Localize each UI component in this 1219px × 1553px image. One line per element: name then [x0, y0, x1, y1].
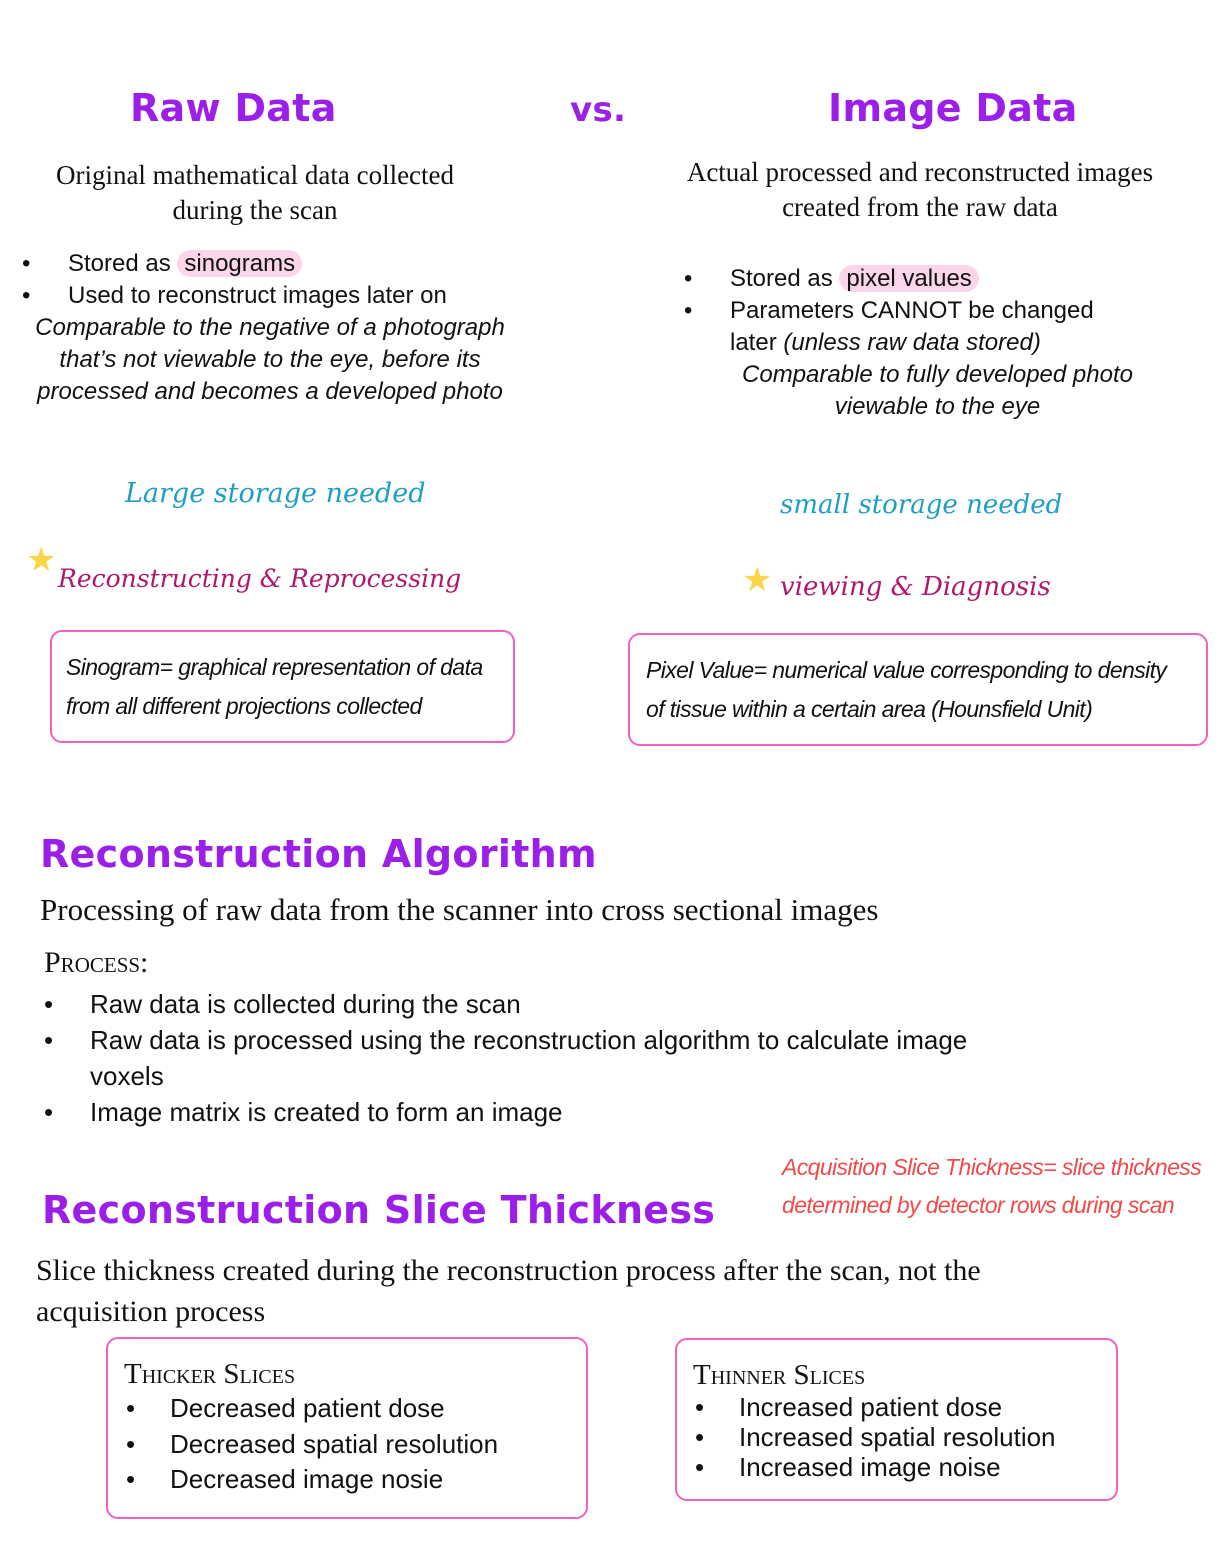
bullet-icon: •	[126, 1393, 136, 1423]
thicker-slices-list	[124, 1391, 570, 1498]
thinner-slices-title: Thinner Slices	[693, 1359, 866, 1391]
image-data-heading: Image Data	[828, 86, 1078, 130]
pixel-value-definition-box	[628, 633, 1208, 746]
sinogram-definition-box	[50, 630, 515, 743]
thicker-slices-box	[106, 1337, 588, 1519]
reconstruction-algorithm-subtitle: Processing of raw data from the scanner into cross sectional images	[40, 892, 879, 927]
image-bullet-pixel	[680, 263, 1200, 295]
slice-thickness-description	[36, 1250, 1196, 1332]
acquisition-slice-note	[782, 1148, 1201, 1224]
vs-label: vs.	[570, 90, 627, 130]
process-step: • Raw data is processed using the reconstruction algorithm to calculate image voxels	[40, 1022, 1180, 1094]
raw-use-label: Reconstructing & Reprocessing	[58, 564, 462, 593]
star-icon: ★	[742, 561, 773, 599]
raw-desc-line2: during the scan	[172, 195, 338, 225]
raw-bullet1-text: Stored as	[68, 250, 171, 277]
sinogram-def-line2: from all different projections collected	[66, 693, 422, 719]
bullet-icon: •	[684, 297, 693, 324]
sinogram-def-line1: Sinogram= graphical representation of data	[66, 654, 483, 680]
bullet-icon: •	[695, 1452, 705, 1482]
slice-desc-line1: Slice thickness created during the reconstruction process after the scan, not the	[36, 1254, 981, 1287]
pixel-def-line1: Pixel Value= numerical value corresponding to density	[646, 657, 1167, 683]
image-data-bullets	[680, 263, 1200, 423]
slice-thickness-heading: Reconstruction Slice Thickness	[42, 1188, 716, 1232]
image-storage-note: small storage needed	[780, 490, 1063, 520]
thinner-slices-list	[693, 1392, 1100, 1482]
bullet-icon: •	[44, 1025, 54, 1055]
raw-data-bullets	[20, 248, 540, 408]
raw-desc-line1: Original mathematical data collected	[55, 160, 455, 190]
raw-data-description	[20, 158, 490, 228]
bullet-icon: •	[44, 1097, 54, 1127]
image-data-description	[660, 155, 1180, 225]
reconstruction-algorithm-heading: Reconstruction Algorithm	[40, 832, 597, 876]
image-analogy-line1: Comparable to fully developed photo	[742, 361, 1133, 388]
raw-storage-note: Large storage needed	[125, 478, 426, 509]
image-desc-line2: created from the raw data	[782, 192, 1058, 222]
slice-desc-line2: acquisition process	[36, 1295, 266, 1328]
pixel-values-highlight: pixel values	[839, 265, 978, 292]
raw-data-heading: Raw Data	[130, 86, 337, 130]
star-icon: ★	[26, 541, 57, 579]
image-bullet1-text: Stored as	[730, 265, 833, 292]
list-item: • Increased patient dose	[695, 1392, 1003, 1422]
bullet-icon: •	[44, 989, 54, 1019]
raw-bullet-sinograms	[20, 248, 540, 280]
pixel-def-line2: of tissue within a certain area (Hounsfield Unit)	[646, 696, 1093, 722]
bullet-icon: •	[126, 1428, 136, 1459]
image-bullet2-line2: later (unless raw data stored)	[730, 329, 1041, 356]
process-step: • Raw data is collected during the scan	[40, 986, 1180, 1022]
process-steps	[40, 986, 1180, 1130]
raw-analogy: Comparable to the negative of a photograph that’s not viewable to the eye, before its processed and becomes a developed photo	[35, 314, 505, 405]
image-desc-line1: Actual processed and reconstructed images	[686, 157, 1154, 187]
process-label: Process:	[44, 946, 149, 979]
image-bullet2-line1: Parameters CANNOT be changed	[730, 297, 1094, 324]
raw-bullet-reconstruct	[20, 280, 540, 312]
bullet-icon: •	[695, 1422, 705, 1452]
list-item: • Decreased image nosie	[124, 1462, 570, 1498]
image-analogy-line2: viewable to the eye	[834, 393, 1041, 420]
thicker-slices-title: Thicker Slices	[124, 1358, 296, 1390]
raw-bullet2-text: Used to reconstruct images later on	[68, 282, 447, 309]
image-analogy	[680, 359, 1195, 423]
sinograms-highlight: sinograms	[177, 250, 302, 277]
bullet-icon: •	[684, 265, 693, 292]
image-bullet-parameters	[680, 295, 1200, 359]
list-item: • Decreased spatial resolution	[124, 1427, 570, 1463]
process-step: • Image matrix is created to form an image	[40, 1094, 1180, 1130]
image-use-label: viewing & Diagnosis	[780, 572, 1051, 602]
bullet-icon: •	[126, 1464, 136, 1494]
thinner-slices-box	[675, 1338, 1118, 1501]
bullet-icon: •	[22, 250, 31, 277]
list-item: • Increased image noise	[695, 1452, 1001, 1482]
bullet-icon: •	[22, 282, 31, 309]
bullet-icon: •	[695, 1392, 705, 1422]
list-item: • Increased spatial resolution	[695, 1422, 1056, 1452]
acquisition-note-line2: determined by detector rows during scan	[782, 1192, 1175, 1218]
list-item: • Decreased patient dose	[124, 1391, 570, 1427]
acquisition-note-line1: Acquisition Slice Thickness= slice thickness	[782, 1154, 1202, 1180]
